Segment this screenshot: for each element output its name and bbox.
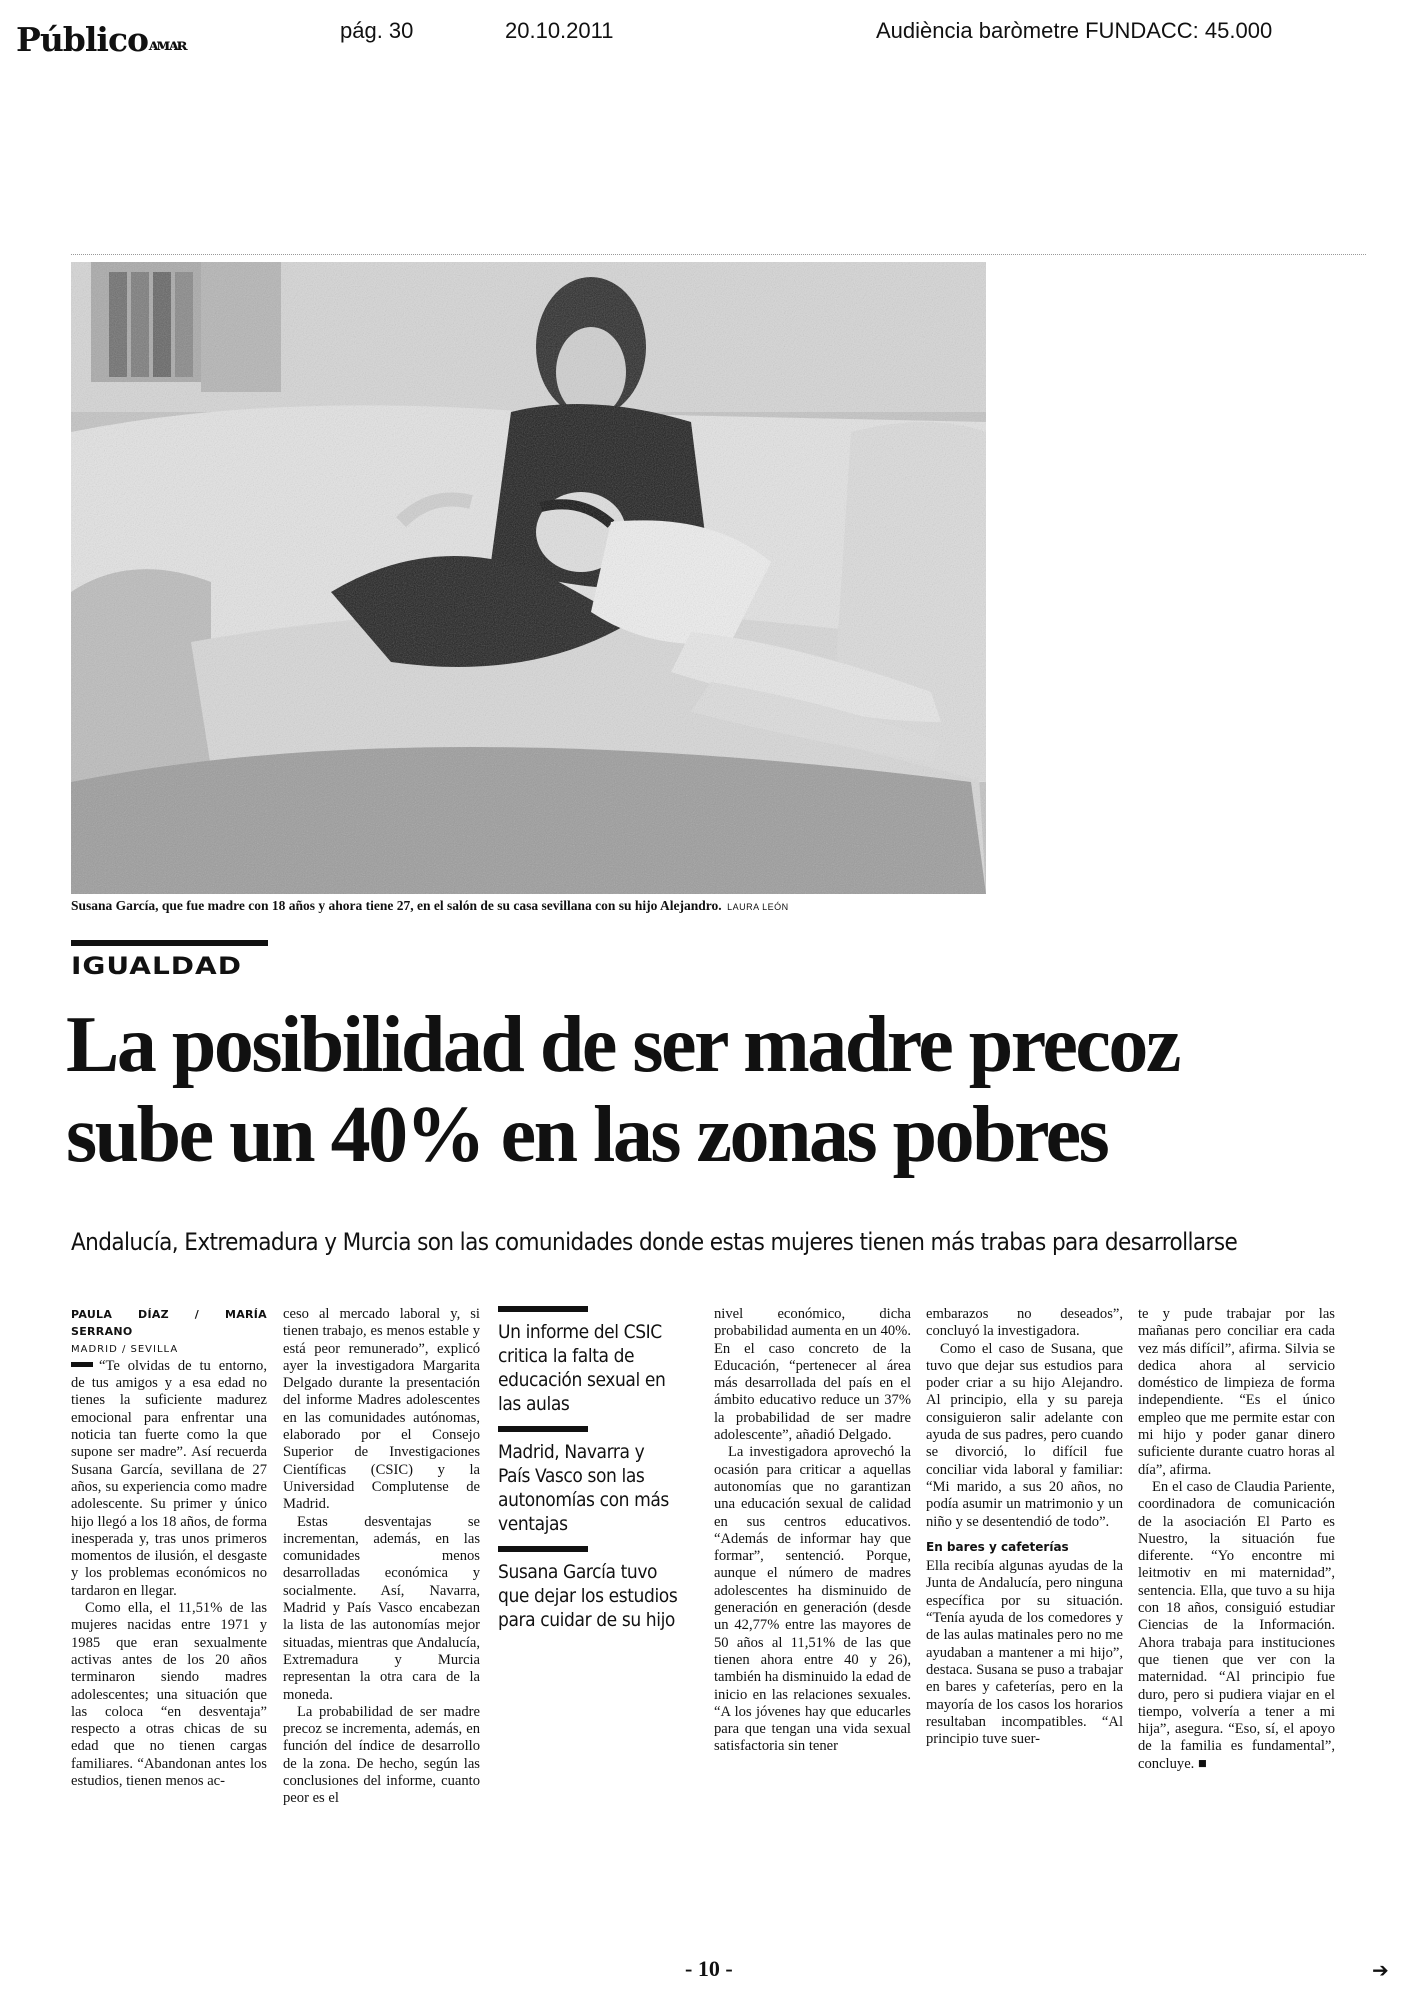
caption-text: Susana García, que fue madre con 18 años y ahora tiene 27, en el salón de su casa sevillana con su hijo Alejandro. [71, 898, 722, 913]
paragraph: te y pude trabajar por las mañanas pero conciliar era cada vez más difícil”, afirma. Silvia se dedica ahora al servicio doméstico de limpieza de forma independiente. “Es el único empleo que me permite estar con mi hijo y poder ganar dinero suficiente durante cuatro horas al día”, afirma. [1138, 1306, 1335, 1478]
article-column-2 [283, 1306, 480, 1808]
paragraph: Estas desventajas se incrementan, además, en las comunidades menos desarrolladas económica y socialmente. Así, Navarra, Madrid y País Vasco encabezan la lista de las autonomías mejor situadas, mientras que Andalucía, Extremadura y Murcia representan la otra cara de la moneda. [283, 1513, 480, 1703]
headline [66, 1000, 1396, 1180]
page-header [0, 0, 1414, 70]
article-photo [71, 262, 986, 894]
publication-date: 20.10.2011 [505, 18, 614, 43]
paragraph: Como ella, el 11,51% de las mujeres nacidas entre 1971 y 1985 que eran sexualmente activas antes de los 20 años terminaron siendo madres adolescentes; una situación que las coloca “en desventaja” respecto a otras chicas de su edad que no tienen cargas familiares. “Abandonan antes los estudios, tienen menos ac- [71, 1600, 267, 1790]
paragraph [71, 1358, 267, 1600]
audience-figure: Audiència baròmetre FUNDACC: 45.000 [876, 18, 1273, 43]
lead-marker [71, 1362, 93, 1367]
headline-line-2: sube un 40% en las zonas pobres [66, 1091, 1108, 1179]
highlights-sidebar [498, 1306, 678, 1642]
paragraph: Ella recibía algunas ayudas de la Junta de Andalucía, pero ninguna específica por su situación. “Tenía ayuda de los comedores y de las aulas matinales pero no me ayudaban a mantener a mi hijo”, destaca. Susana se puso a trabajar en bares y cafeterías, pero en la mayoría de los casos los horarios resultaban incompatibles. “Al principio tuve suer- [926, 1558, 1123, 1748]
highlight-item: Madrid, Navarra y País Vasco son las autonomías con más ventajas [498, 1441, 669, 1535]
article-column-3 [714, 1306, 911, 1756]
inline-subtitle: En bares y cafeterías [926, 1539, 1069, 1554]
article-column-4 [926, 1306, 1123, 1748]
highlight-rule [498, 1306, 588, 1312]
section-label: IGUALDAD [71, 952, 242, 981]
publication-logo [16, 20, 186, 59]
next-page-arrow-icon[interactable]: ➔ [1372, 1958, 1389, 1982]
paragraph: embarazos no deseados”, concluyó la investigadora. [926, 1306, 1123, 1340]
page-number: - 10 - [685, 1956, 733, 1981]
highlight-rule [498, 1426, 588, 1432]
paragraph-text: “Te olvidas de tu entorno, de tus amigos y a esa edad no tienes la suficiente madurez emocional para enfrentar una noticia tan fuerte como la que supone ser madre”. Así recuerda Susana García, sevillana de 27 años, su experiencia como madre adolescente. Su primer y único hijo llegó a los 18 años, de forma inesperada y, tras unos primeros momentos de ilusión, el desgaste y los problemas económicos no tardaron en llegar. [71, 1357, 267, 1599]
dateline: MADRID / SEVILLA [71, 1343, 179, 1355]
header-divider [71, 254, 1366, 255]
headline-line-1: La posibilidad de ser madre precoz [66, 1001, 1179, 1089]
highlight-item: Un informe del CSIC critica la falta de educación sexual en las aulas [498, 1321, 666, 1415]
photo-caption [71, 898, 1071, 914]
logo-text: Público [16, 20, 149, 59]
highlight-item: Susana García tuvo que dejar los estudios para cuidar de su hijo [498, 1561, 678, 1631]
article-column-1 [71, 1306, 267, 1790]
page-reference: pág. 30 [340, 18, 414, 43]
paragraph: La investigadora aprovechó la ocasión para criticar a aquellas autonomías que no garantizan una educación sexual de calidad en sus centros educativos. “Además de informar hay que formar”, sentenció. Porque, aunque el número de madres adolescentes ha disminuido de generación en generación (desde un 42,77% entre las mayores de 50 años al 11,51% de las que tienen ahora entre 40 y 26), también ha disminuido la edad de inicio en las relaciones sexuales. “A los jóvenes hay que educarles para que tengan una vida sexual satisfactoria sin tener [714, 1444, 911, 1755]
paragraph: ceso al mercado laboral y, si tienen trabajo, es menos estable y está peor remunerado”, explicó ayer la investigadora Margarita Delgado durante la presentación del informe Madres adolescentes en las comunidades autónomas, elaborado por el Consejo Superior de Investigaciones Científicas (CSIC) y la Universidad Complutense de Madrid. [283, 1306, 480, 1513]
logo-mark: ᴀᴍᴀʀ [148, 35, 186, 54]
photo-credit: LAURA LEÓN [727, 902, 789, 912]
section-bar [71, 940, 268, 946]
byline: PAULA DÍAZ / MARÍA SERRANO [71, 1308, 267, 1339]
paragraph: nivel económico, dicha probabilidad aumenta en un 40%. En el caso concreto de la Educación, “pertenecer al área más desarrollada del país en el ámbito educativo reduce un 37% la probabilidad de ser madre adolescente”, añadió Delgado. [714, 1306, 911, 1444]
paragraph: Como el caso de Susana, que tuvo que dejar sus estudios para poder criar a su hijo Alejandro. Al principio, ella y su pareja consiguieron salir adelante con ayuda de sus padres, pero cuando se divorció, lo difícil fue conciliar vida laboral y familiar: “Mi marido, a sus 20 años, no podía asumir un matrimonio y un niño y se desentendió de todo”. [926, 1340, 1123, 1530]
subheadline: Andalucía, Extremadura y Murcia son las comunidades donde estas mujeres tienen más trabas para desarrollarse [71, 1228, 1238, 1256]
paragraph: La probabilidad de ser madre precoz se incrementa, además, en función del índice de desarrollo de la zona. De hecho, según las conclusiones del informe, cuanto peor es el [283, 1703, 480, 1807]
highlight-rule [498, 1546, 588, 1552]
paragraph: En el caso de Claudia Pariente, coordinadora de comunicación de la asociación El Parto es Nuestro, la situación fue diferente. “Yo encontre mi leitmotiv en mi maternidad”, sentencia. Ella, que tuvo a su hija con 18 años, consiguió estudiar Ciencias de la Información. Ahora trabaja para instituciones que tienen que ver con la maternidad. “Al principio fue duro, pero si pudiera viajar en el tiempo, volvería a tener a mi hija”, asegura. “Eso, sí, el apoyo de la familia es fundamental”, concluye. ■ [1138, 1478, 1335, 1772]
article-column-5 [1138, 1306, 1335, 1773]
